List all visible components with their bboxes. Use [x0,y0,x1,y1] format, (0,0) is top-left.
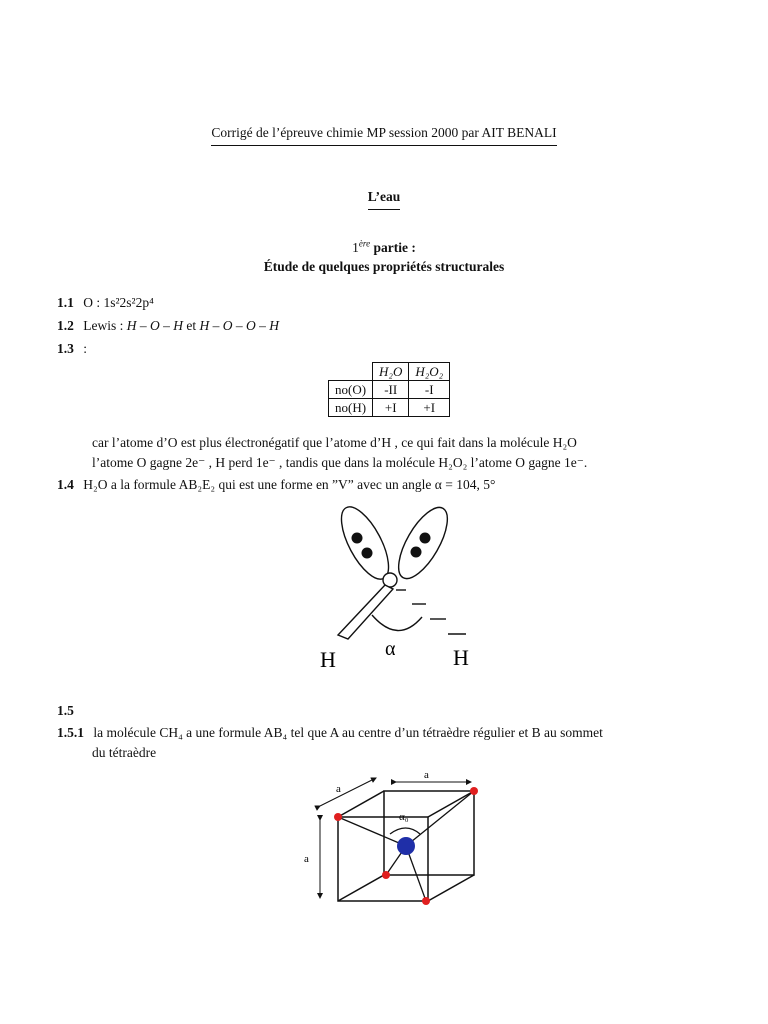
table-cell: -II [373,381,409,399]
angle-arc [372,615,422,631]
part-subtitle: Étude de quelques propriétés structurales [263,259,505,274]
table-header-row [329,363,450,381]
angle-label: α [385,638,396,660]
hydrogen-atom [470,787,478,795]
bond-angle-label: α₀ [399,811,409,823]
table-row [329,381,450,399]
question-1-3 [57,340,87,358]
hydrogen-atom [334,813,342,821]
question-1-5-1 [57,724,603,742]
carbon-atom [397,837,415,855]
question-number: 1.5.1 [57,725,84,740]
section-title-wrap [0,188,768,210]
oxidation-table [328,362,450,417]
part-heading [0,239,768,257]
edge-label-diagonal: a [336,783,341,795]
methane-text-2: du tétraèdre [92,745,157,760]
question-number: 1.2 [57,318,74,333]
electron-dot [420,533,431,544]
lone-pair-lobe-right [389,505,457,586]
wedge-bond [338,585,393,639]
table-corner [329,363,373,381]
hydrogen-atom [422,897,430,905]
electron-dot [352,533,363,544]
table-cell: +I [409,399,450,417]
part-label: partie : [370,240,416,255]
table-cell: +I [373,399,409,417]
lewis-peroxide: H – O – O – H [199,318,279,333]
cube-back-face [384,791,474,875]
edge-label-side: a [304,853,309,865]
explanation-line-1: car l’atome d’O est plus électronégatif que l’atome d’H , ce qui fait dans la molécule H₂O [92,435,577,450]
question-colon: : [83,341,88,356]
electron-dot [362,548,373,559]
hydrogen-atom [382,871,390,879]
methane-text: la molécule CH₄ a une formule AB₄ tel que A au centre d’un tétraèdre régulier et B au sommet [93,725,603,740]
table-row-label: no(H) [329,399,373,417]
lewis-et: et [186,318,197,333]
vsepr-text: H₂O a la formule AB₂E₂ qui est une forme en ”V” avec un angle α = 104, 5° [83,477,496,492]
part-number-sup: ère [358,238,371,249]
question-1-1 [57,294,154,312]
hydrogen-label-right: H [453,645,469,670]
lewis-water: H – O – H [126,318,183,333]
electron-config: O : 1s²2s²2p⁴ [83,295,154,310]
part-number: 1 [352,240,359,255]
document-title: Corrigé de l’épreuve chimie MP session 2000 par AIT BENALI [211,124,556,146]
explanation-line-2: l’atome O gagne 2e⁻ , H perd 1e⁻ , tandis que dans la molécule H₂O₂ l’atome O gagne 1e⁻. [92,455,588,470]
table-header-cell: H₂O₂ [409,363,450,381]
question-number: 1.3 [57,341,74,356]
methane-cube-figure [296,764,516,914]
table-cell: -I [409,381,450,399]
hydrogen-label-left: H [320,647,336,672]
table-row [329,399,450,417]
section-title: L’eau [368,188,401,210]
document-header [0,124,768,146]
water-molecule-figure [310,505,490,675]
electron-dot [411,547,422,558]
question-1-5: 1.5 [57,703,74,718]
question-number: 1.4 [57,477,74,492]
table-header-cell: H₂O [373,363,409,381]
table-row-label: no(O) [329,381,373,399]
question-number: 1.1 [57,295,74,310]
question-1-2 [57,317,279,335]
edge-label-top: a [424,769,429,781]
question-1-4 [57,476,495,494]
lewis-label: Lewis : [83,318,124,333]
